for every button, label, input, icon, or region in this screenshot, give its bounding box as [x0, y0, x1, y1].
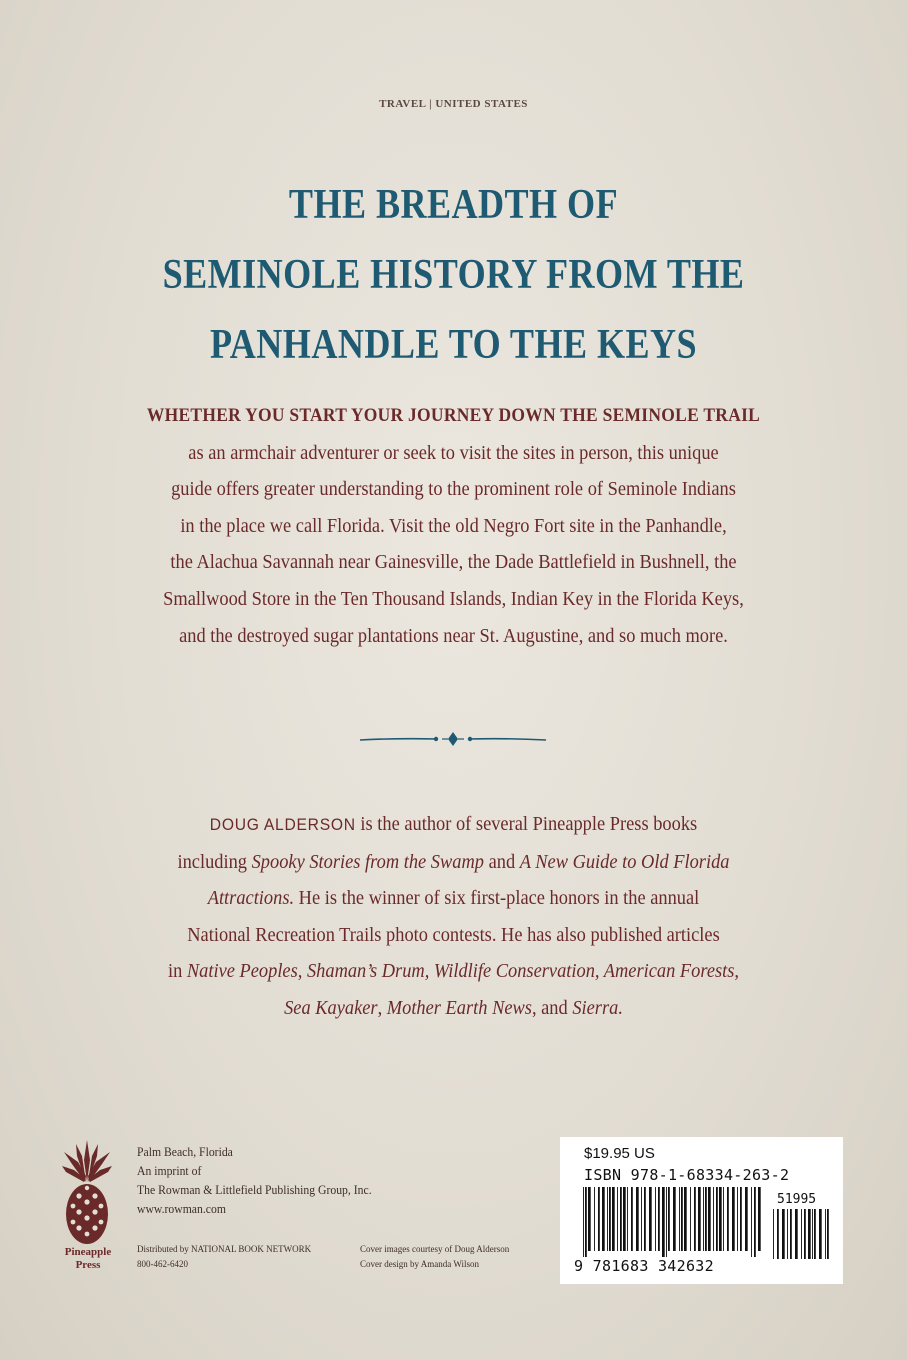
price: $19.95 US: [584, 1145, 655, 1162]
headline-line-1: THE BREADTH OF: [288, 182, 619, 228]
bio-text: and: [483, 850, 520, 873]
barcode-box: [560, 1137, 843, 1284]
addon-barcode-icon: [772, 1209, 832, 1265]
bio-text: He is the winner of six first-place honors in the annual: [294, 887, 700, 910]
publisher-website: www.rowman.com: [137, 1201, 226, 1216]
headline-line-3: PANHANDLE TO THE KEYS: [209, 322, 698, 368]
blurb-line: Smallwood Store in the Ten Thousand Islands, Indian Key in the Florida Keys,: [163, 587, 744, 610]
publisher-imprint: An imprint of: [137, 1163, 202, 1178]
publisher-location: Palm Beach, Florida: [137, 1144, 233, 1159]
headline-line-2: SEMINOLE HISTORY FROM THE: [162, 252, 745, 298]
blurb-line: the Alachua Savannah near Gainesville, the Dade Battlefield in Bushnell, the: [170, 551, 737, 574]
bio-line-2: [36, 844, 870, 881]
book-title: Spooky Stories from the Swamp: [251, 850, 484, 873]
publication-title: Mother Earth News: [386, 996, 532, 1019]
headline: [63, 170, 843, 380]
publication-title: Sea Kayaker: [284, 996, 378, 1019]
bio-text: in: [167, 960, 187, 983]
publication-title: Sierra.: [572, 996, 623, 1019]
book-title: Attractions.: [207, 887, 295, 910]
distributor-phone: 800-462-6420: [137, 1259, 188, 1269]
logo-name-line: Pineapple: [64, 1246, 112, 1258]
cover-images-credit: Cover images courtesy of Doug Alderson: [360, 1244, 510, 1254]
distributor-info: [137, 1242, 311, 1272]
publisher-info: [137, 1142, 372, 1218]
cover-credits: [360, 1242, 509, 1272]
logo-name-line: Press: [75, 1259, 101, 1271]
category-label: TRAVEL | UNITED STATES: [379, 98, 528, 110]
bio-line-5: [36, 953, 870, 990]
blurb-line: guide offers greater understanding to the prominent role of Seminole Indians: [171, 478, 736, 501]
blurb-lead: WHETHER YOU START YOUR JOURNEY DOWN THE SEMINOLE TRAIL: [146, 405, 761, 426]
book-title: A New Guide to Old Florida: [519, 850, 730, 873]
bio-text: is the author of several Pineapple Press books: [355, 813, 698, 835]
blurb-line: in the place we call Florida. Visit the old Negro Fort site in the Panhandle,: [180, 514, 727, 537]
bio-line-1: [36, 806, 870, 844]
blurb-line: as an armchair adventurer or seek to visit the sites in person, this unique: [188, 441, 719, 464]
publisher-logo-name: [56, 1246, 120, 1272]
author-bio: [0, 806, 907, 1027]
isbn: ISBN 978-1-68334-263-2: [584, 1166, 790, 1184]
ean-barcode-icon: [582, 1187, 762, 1257]
ean-digits: 9 781683 342632: [574, 1257, 714, 1275]
author-name: DOUG ALDERSON: [209, 815, 356, 834]
bio-text: including: [177, 850, 252, 873]
pineapple-icon: [62, 1138, 112, 1248]
bio-line-4: National Recreation Trails photo contests. He has also published articles: [187, 923, 720, 946]
cover-design-credit: Cover design by Amanda Wilson: [360, 1259, 479, 1269]
blurb: [0, 398, 907, 654]
distributor: Distributed by NATIONAL BOOK NETWORK: [137, 1244, 312, 1254]
blurb-line: and the destroyed sugar plantations near St. Augustine, and so much more.: [179, 624, 728, 647]
bio-line-3: [36, 880, 870, 917]
bio-text: , and: [531, 996, 573, 1019]
bio-text: ,: [377, 996, 387, 1019]
price-code: 51995: [777, 1192, 817, 1207]
bio-line-6: [36, 990, 870, 1027]
publisher-group: The Rowman & Littlefield Publishing Group, Inc.: [137, 1182, 372, 1197]
ornament-divider-icon: [358, 728, 548, 752]
publication-titles: Native Peoples, Shaman’s Drum, Wildlife Conservation, American Forests,: [186, 960, 740, 983]
